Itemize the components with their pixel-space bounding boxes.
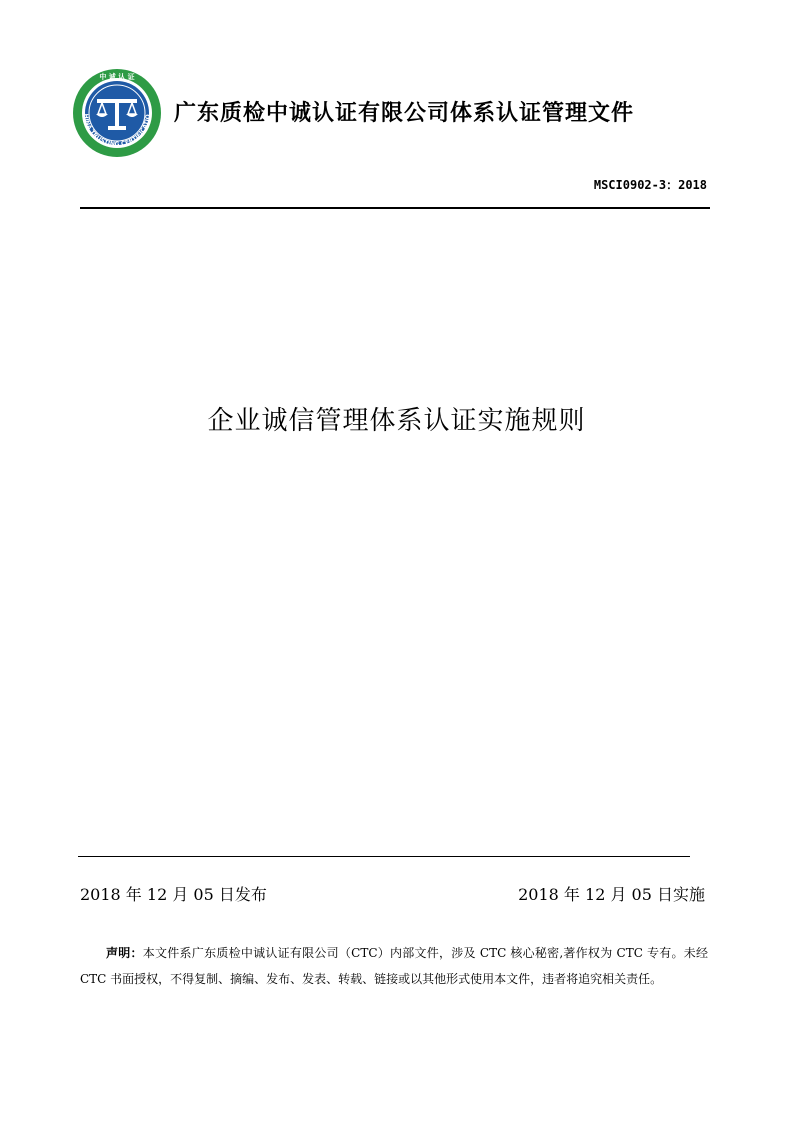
effective-date: 2018 年 12 月 05 日实施 [518,885,705,904]
scales-of-justice-icon [72,68,162,158]
footer-divider [78,856,690,857]
confidentiality-statement [80,940,708,992]
logo-top-text: 中 诚 认 证 [99,73,135,81]
statement-text: 本文件系广东质检中诚认证有限公司（CTC）内部文件，涉及 CTC 核心秘密,著作权为 CTC 专有。未经 CTC 书面授权，不得复制、摘编、发布、发表、转载、链接或以其他形式使用本文件，违者将追究相关责任。 [80,946,708,986]
organization-title: 广东质检中诚认证有限公司体系认证管理文件 [174,101,635,126]
document-code: MSCI0902-3：2018 [593,178,707,192]
document-title: 企业诚信管理体系认证实施规则 [207,406,586,436]
logo-ring-text: HINA TRUSTING CERTIFICATIO [81,113,153,149]
header-divider [80,207,710,209]
company-logo [72,68,162,158]
statement-label: 声明： [106,946,143,960]
release-date: 2018 年 12 月 05 日发布 [80,885,267,904]
